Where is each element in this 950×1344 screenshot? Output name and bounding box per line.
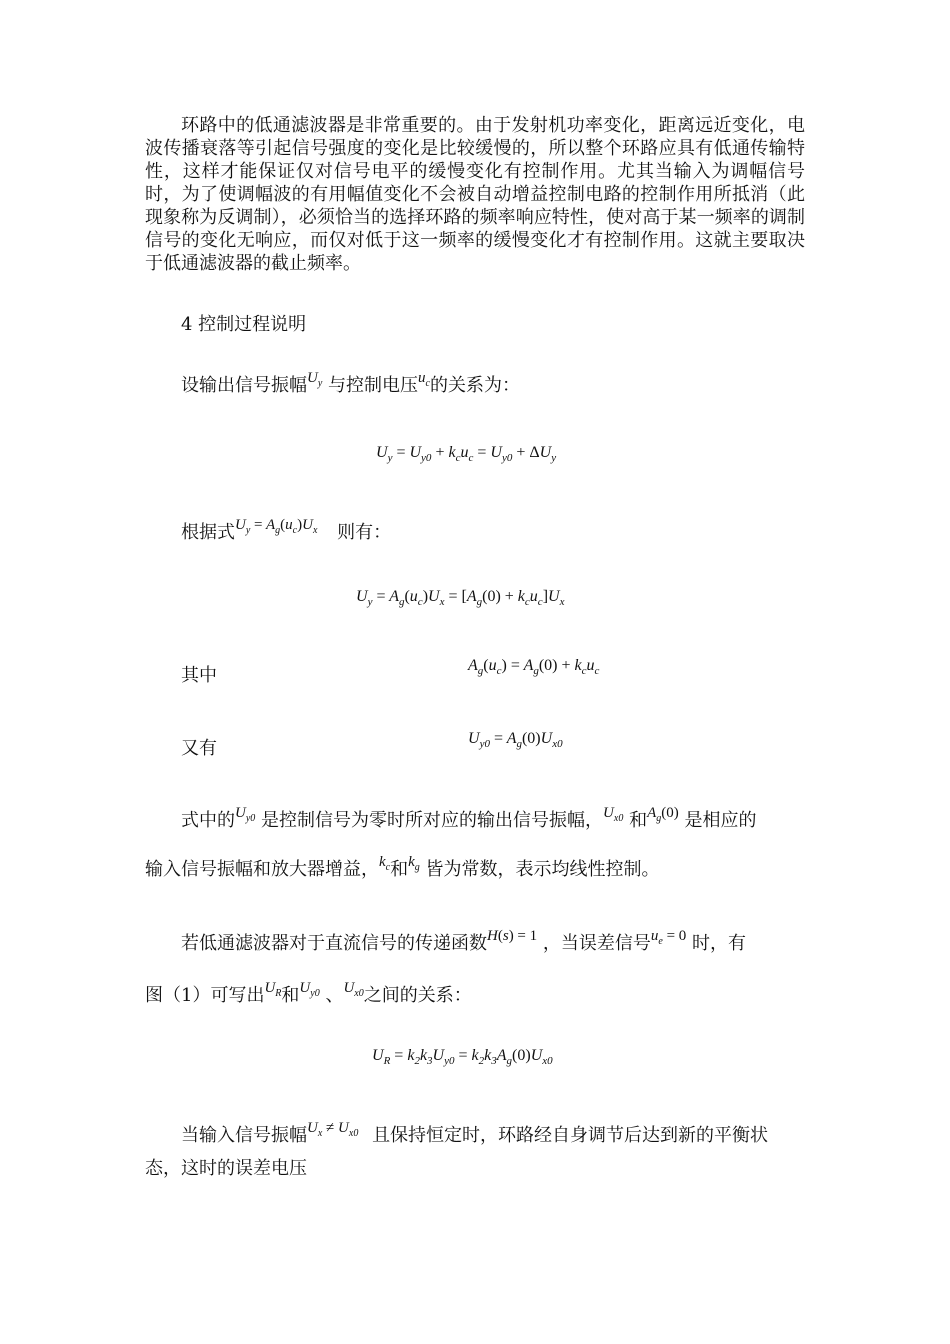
text-fragment: 且保持恒定时，环路经自身调节后达到新的平衡状 [372, 1125, 769, 1146]
text-fragment: 和 [629, 810, 648, 831]
equation-uy-gain: $U_y = A_g(u_c)U_x = [A_g(0) + k_cu_c]U_x$ [356, 588, 565, 609]
label-where: 其中 [181, 665, 217, 686]
symbol-uy0: Uy0 [235, 805, 256, 824]
equation-uy0: $U_{y0} = A_g(0)U_{x0}$ [468, 730, 563, 751]
text-fragment: 是控制信号为零时所对应的输出信号振幅， [261, 810, 604, 831]
text-fragment: 设输出信号振幅 [181, 375, 307, 396]
symbol-ux0: Ux0 [603, 805, 624, 824]
symbol-ux0: Ux0 [343, 980, 364, 999]
text-fragment: ，当误差信号 [542, 933, 651, 954]
symbol-ur: UR [264, 980, 282, 999]
text-fragment: 输入信号振幅和放大器增益， [145, 859, 379, 880]
according-sentence [181, 517, 392, 552]
text-fragment: 根据式 [181, 522, 235, 543]
formula-transfer: H(s) = 1 [487, 928, 538, 944]
label-also: 又有 [181, 738, 217, 759]
formula-error-zero: ue = 0 [650, 928, 687, 947]
formula-ux-neq: Ux ≠ Ux0 [307, 1120, 359, 1139]
symbol-uy0: Uy0 [299, 980, 320, 999]
lowpass-line-1 [181, 928, 747, 963]
lowpass-line-2 [145, 980, 472, 1015]
text-fragment: 和 [390, 859, 409, 880]
symbol-uc: uc [418, 370, 430, 389]
intro-paragraph: 环路中的低通滤波器是非常重要的。由于发射机功率变化，距离远近变化，电波传播衰落等引起信号强度的变化是比较缓慢的，所以整个环路应具有低通传输特性，这样才能保证仅对信号电平的缓慢变化有控制作用。尤其当输入为调幅信号时，为了使调幅波的有用幅值变化不会被自动增益控制电路的控制作用所抵消（此现象称为反调制），必须恰当的选择环路的频率响应特性，使对高于某一频率的调制信号的变化无响应，而仅对低于这一频率的缓慢变化才有控制作用。这就主要取决于低通滤波器的截止频率。 [145, 115, 805, 274]
formula-inline: Uy = Ag(uc)Ux [235, 517, 318, 536]
explanation-line-1 [181, 805, 757, 840]
text-fragment: 若低通滤波器对于直流信号的传递函数 [181, 933, 487, 954]
explanation-line-2 [145, 854, 660, 889]
text-fragment: 式中的 [181, 810, 235, 831]
text-fragment: 、 [325, 985, 344, 1006]
text-fragment: 之间的关系： [363, 985, 472, 1006]
equation-ur: $U_R = k_2k_3U_{y0} = k_2k_3A_g(0)U_{x0}$ [372, 1047, 553, 1068]
text-fragment: 图（1）可写出 [145, 985, 265, 1006]
text-fragment: 与控制电压 [328, 375, 419, 396]
equation-uy-linear: $U_y = U_{y0} + k_cu_c = U_{y0} + \Delta U_y$ [376, 444, 557, 465]
symbol-kg: kg [408, 854, 420, 873]
relation-sentence [181, 370, 520, 405]
text-fragment: 是相应的 [684, 810, 757, 831]
symbol-uy: Uy [307, 370, 323, 389]
text-fragment: 当输入信号振幅 [181, 1125, 307, 1146]
text-fragment: 和 [281, 985, 300, 1006]
text-fragment: 时，有 [692, 933, 747, 954]
final-line-2: 态，这时的误差电压 [145, 1158, 307, 1179]
symbol-kc: kc [379, 854, 391, 873]
text-fragment: 则有： [337, 522, 392, 543]
text-fragment: 的关系为： [429, 375, 520, 396]
text-fragment: 皆为常数，表示均线性控制。 [425, 859, 660, 880]
final-line-1 [181, 1120, 769, 1155]
section-heading: 4 控制过程说明 [181, 314, 307, 335]
symbol-ag0: Ag(0) [647, 805, 679, 824]
equation-gain: $A_g(u_c) = A_g(0) + k_cu_c$ [468, 657, 600, 678]
